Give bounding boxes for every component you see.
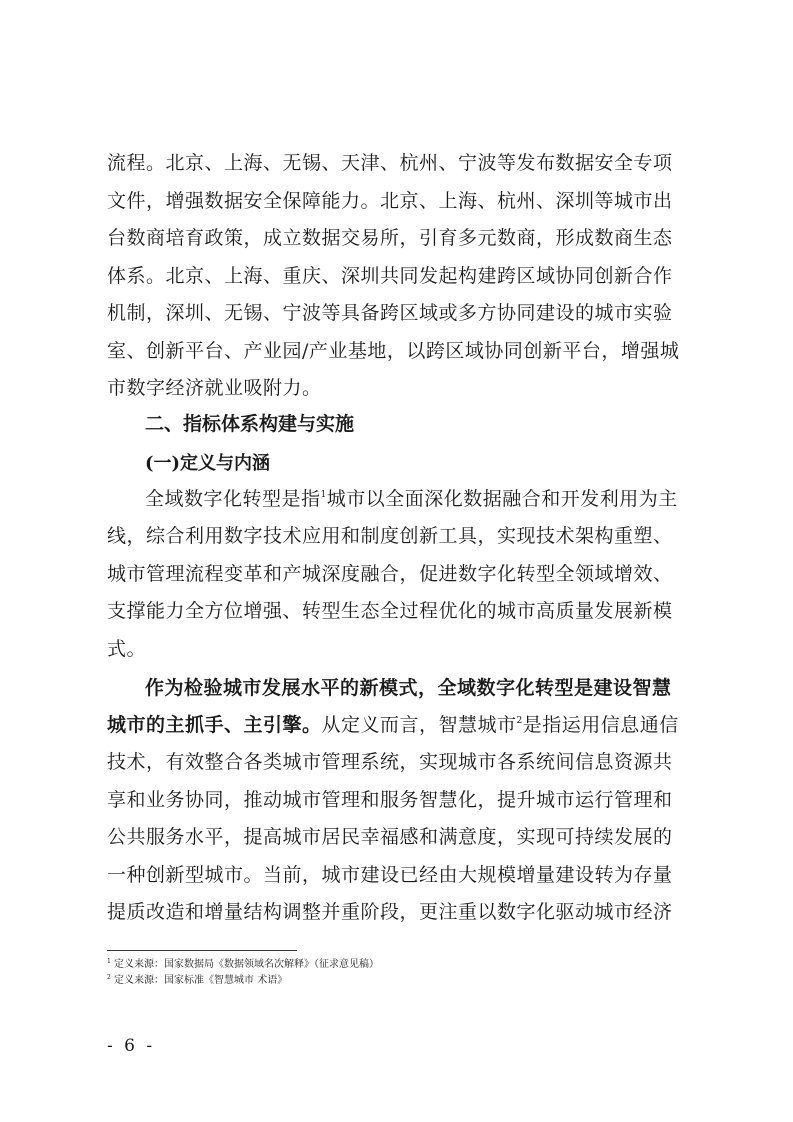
paragraph-3-line-2	[107, 708, 693, 742]
paragraph-3-line-6: 一种创新型城市。当前，城市建设已经由大规模增量建设转为存量	[107, 864, 673, 886]
paragraph-1-line-6: 室、创新平台、产业园/产业基地，以跨区域协同创新平台，增强城	[107, 340, 680, 362]
footnote-ref-1[interactable]: 1	[320, 490, 327, 500]
subsection-heading: (一)定义与内涵	[145, 453, 271, 474]
footnote-1	[107, 958, 379, 972]
footnote-1-mark: 1	[107, 958, 111, 965]
paragraph-3-bold-lead: 城市的主抓手、主引擎。	[107, 714, 322, 736]
paragraph-3-line-5: 公共服务水平，提高城市居民幸福感和满意度，实现可持续发展的	[107, 826, 673, 848]
paragraph-3-line-4: 享和业务协同，推动城市管理和服务智慧化，提升城市运行管理和	[107, 789, 673, 811]
paragraph-2-text-b: 城市以全面深化数据融合和开发利用为主	[326, 488, 678, 510]
footnote-ref-2[interactable]: 2	[516, 716, 523, 726]
section-heading: 二、指标体系构建与实施	[145, 413, 355, 435]
footnote-divider	[107, 950, 297, 951]
paragraph-1-line-4: 体系。北京、上海、重庆、深圳共同发起构建跨区域协同创新合作	[107, 265, 673, 287]
paragraph-2-line-3: 城市管理流程变革和产城深度融合，促进数字化转型全领域增效、	[107, 563, 673, 585]
paragraph-2-line-2: 线，综合利用数字技术应用和制度创新工具，实现技术架构重塑、	[107, 525, 673, 547]
paragraph-3-line-1: 作为检验城市发展水平的新模式，全域数字化转型是建设智慧	[145, 677, 672, 699]
paragraph-1-line-2: 文件，增强数据安全保障能力。北京、上海、杭州、深圳等城市出	[107, 190, 673, 212]
paragraph-1-line-5: 机制，深圳、无锡、宁波等具备跨区域或多方协同建设的城市实验	[107, 302, 673, 324]
paragraph-3-text-a: 从定义而言，智慧城市	[321, 714, 517, 736]
footnote-2	[107, 974, 287, 988]
paragraph-3-line-3: 技术，有效整合各类城市管理系统，实现城市各系统间信息资源共	[107, 751, 673, 773]
paragraph-2-text-a: 全域数字化转型是指	[145, 488, 321, 510]
paragraph-2-line-4: 支撑能力全方位增强、转型生态全过程优化的城市高质量发展新模	[107, 600, 673, 622]
paragraph-3-line-7: 提质改造和增量结构调整并重阶段，更注重以数字化驱动城市经济	[107, 901, 673, 923]
paragraph-1-line-7: 市数字经济就业吸附力。	[107, 377, 322, 399]
paragraph-2-line-1	[145, 482, 693, 516]
paragraph-1-line-1: 流程。北京、上海、无锡、天津、杭州、宁波等发布数据安全专项	[107, 152, 673, 174]
footnote-2-mark: 2	[107, 974, 111, 981]
paragraph-3-text-b: 是指运用信息通信	[522, 714, 679, 736]
paragraph-2-line-5: 式。	[107, 638, 147, 660]
footnote-2-text: 定义来源：国家标准《智慧城市 术语》	[114, 975, 288, 986]
paragraph-1-line-3: 台数商培育政策，成立数据交易所，引育多元数商，形成数商生态	[107, 227, 673, 249]
footnote-1-text: 定义来源：国家数据局《数据领域名次解释》（征求意见稿）	[114, 959, 380, 970]
page-number: - 6 -	[107, 1036, 156, 1056]
